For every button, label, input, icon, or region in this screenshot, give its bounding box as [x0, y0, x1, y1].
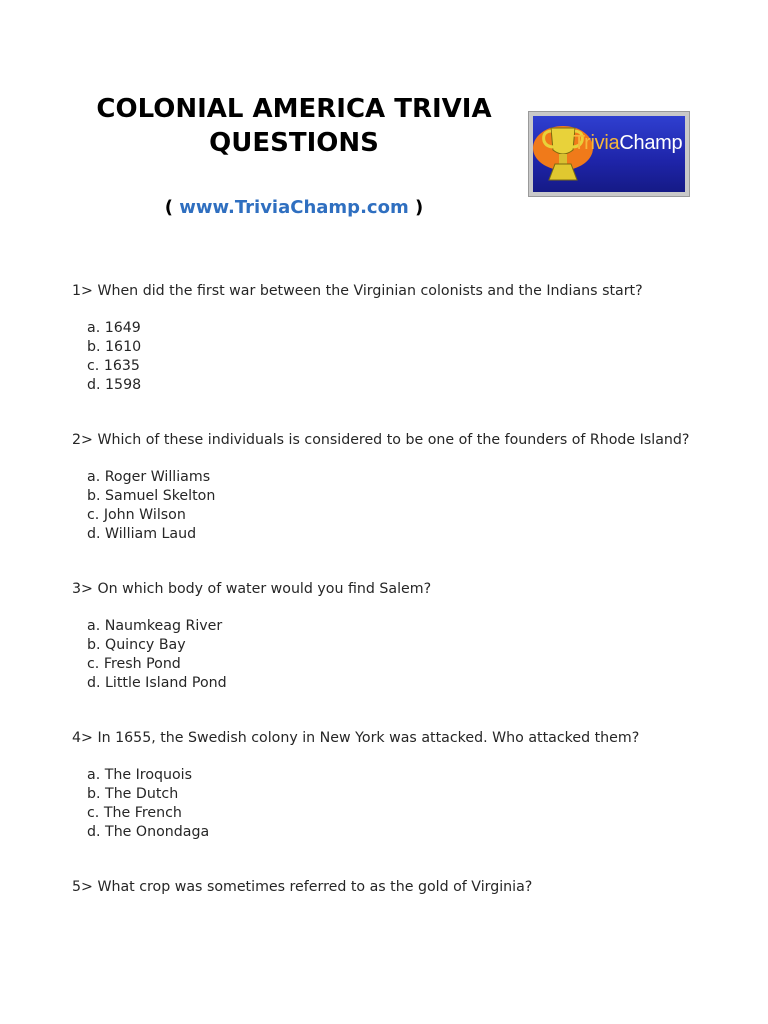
answer-option: a. 1649 — [87, 320, 141, 336]
answer-option: c. Fresh Pond — [87, 656, 181, 672]
question-text — [72, 431, 712, 450]
triviachamp-logo — [528, 111, 690, 197]
answer-option: a. Roger Williams — [87, 469, 211, 485]
logo-background — [533, 116, 685, 192]
answer-option: c. John Wilson — [87, 507, 186, 523]
question-1 — [72, 282, 712, 395]
question-body: In 1655, the Swedish colony in New York was attacked. Who attacked them? — [97, 730, 640, 746]
answer-option: c. The French — [87, 805, 182, 821]
answer-options — [87, 319, 712, 395]
answer-option: b. 1610 — [87, 339, 142, 355]
page-title — [60, 92, 528, 160]
title-line-1: COLONIAL AMERICA TRIVIA — [96, 94, 492, 124]
site-link[interactable]: www.TriviaChamp.com — [179, 197, 409, 218]
answer-option: b. Samuel Skelton — [87, 488, 216, 504]
answer-options — [87, 766, 712, 842]
question-3 — [72, 580, 712, 693]
answer-option: b. The Dutch — [87, 786, 179, 802]
question-list — [72, 282, 712, 897]
title-line-2: QUESTIONS — [209, 128, 379, 158]
question-2 — [72, 431, 712, 544]
question-body: On which body of water would you find Salem? — [97, 581, 432, 597]
answer-option: d. Little Island Pond — [87, 675, 227, 691]
logo-wordmark — [573, 132, 682, 154]
question-text — [72, 580, 712, 599]
answer-option: d. William Laud — [87, 526, 197, 542]
question-4 — [72, 729, 712, 842]
answer-option: d. The Onondaga — [87, 824, 210, 840]
site-open-paren: ( — [164, 197, 180, 218]
question-number: 5> — [72, 879, 93, 895]
logo-champ-text: Champ — [619, 132, 683, 154]
answer-options — [87, 468, 712, 544]
question-number: 2> — [72, 432, 93, 448]
logo-trivia-text: Trivia — [573, 132, 620, 154]
site-close-paren: ) — [408, 197, 424, 218]
question-body: Which of these individuals is considered to be one of the founders of Rhode Island? — [97, 432, 690, 448]
logo-graphic — [533, 116, 685, 192]
question-text — [72, 878, 712, 897]
question-number: 1> — [72, 283, 93, 299]
question-number: 4> — [72, 730, 93, 746]
answer-option: c. 1635 — [87, 358, 140, 374]
answer-option: b. Quincy Bay — [87, 637, 186, 653]
question-body: What crop was sometimes referred to as the gold of Virginia? — [97, 879, 533, 895]
answer-option: d. 1598 — [87, 377, 142, 393]
question-number: 3> — [72, 581, 93, 597]
site-line — [60, 196, 528, 220]
question-5 — [72, 878, 712, 897]
answer-option: a. Naumkeag River — [87, 618, 223, 634]
question-body: When did the first war between the Virginian colonists and the Indians start? — [97, 283, 643, 299]
answer-option: a. The Iroquois — [87, 767, 193, 783]
question-text — [72, 282, 712, 301]
question-text — [72, 729, 712, 748]
answer-options — [87, 617, 712, 693]
